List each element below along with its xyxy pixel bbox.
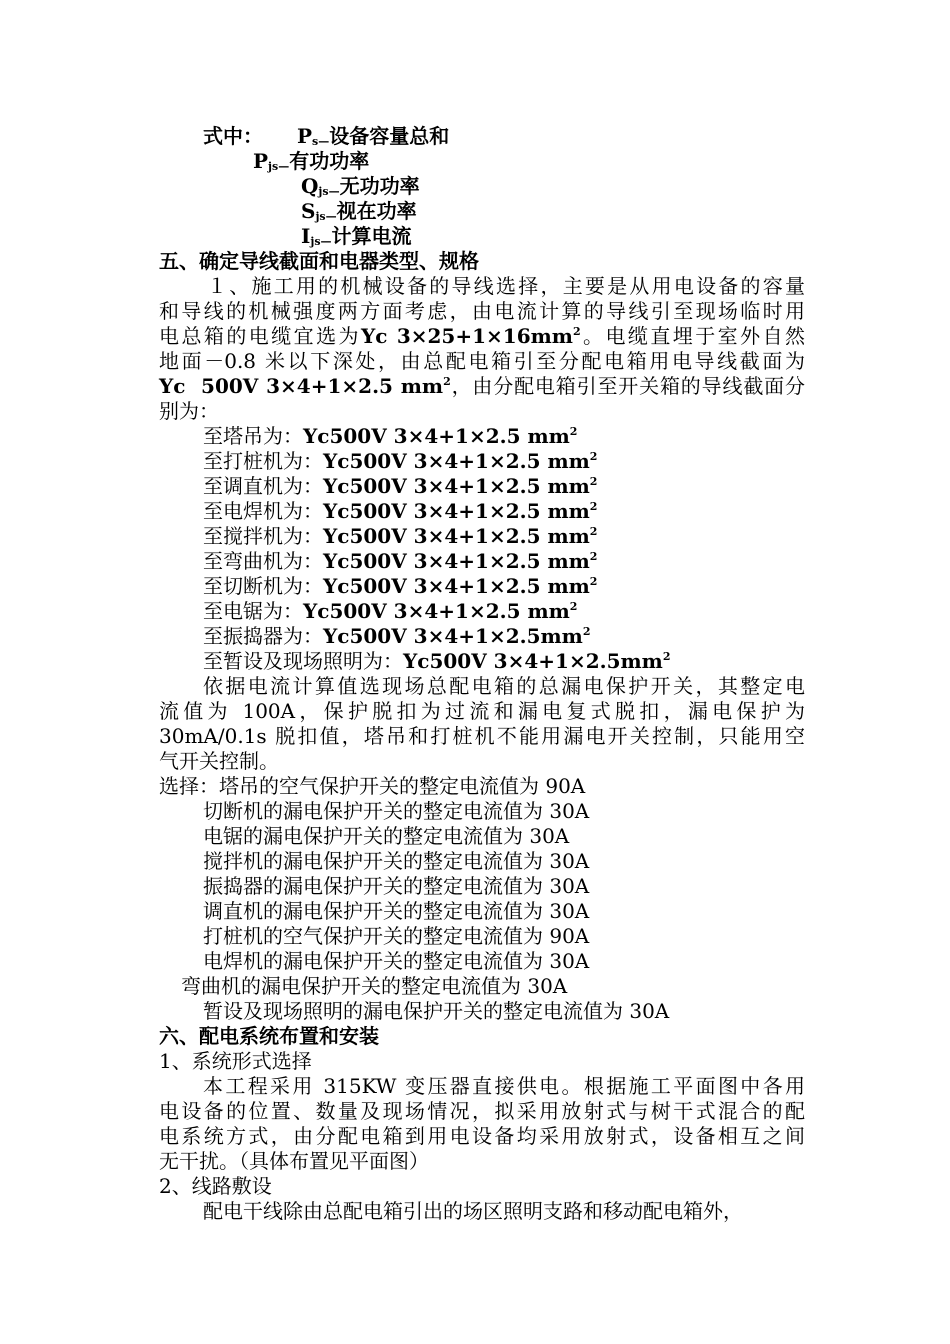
symbol-desc: 计算电流 xyxy=(331,224,412,248)
para-line: 30mA/0.1s 脱扣值，塔吊和打桩机不能用漏电开关控制，只能用空 xyxy=(159,724,805,748)
section-5-heading: 五、确定导线截面和电器类型、规格 xyxy=(159,249,479,273)
text-span: 电总箱的电缆宜选为 xyxy=(159,324,361,348)
para-line: 本工程采用 315KW 变压器直接供电。根据施工平面图中各用 xyxy=(203,1074,805,1098)
cable-label: 至塔吊为： xyxy=(203,424,303,448)
cable-label: 至调直机为： xyxy=(203,474,323,498)
superscript: 2 xyxy=(589,575,598,588)
cable-label: 至搅拌机为： xyxy=(203,524,323,548)
cable-label: 至振捣器为： xyxy=(203,624,323,648)
cable-item xyxy=(203,649,670,674)
superscript: 2 xyxy=(589,450,598,463)
symbol-desc: 无功功率 xyxy=(339,174,420,198)
para-line: 依据电流计算值选现场总配电箱的总漏电保护开关，其整定电 xyxy=(203,674,805,698)
symbol-dash: — xyxy=(325,210,337,223)
symbol-dash: — xyxy=(318,135,330,148)
subsection-heading: 1、系统形式选择 xyxy=(159,1049,312,1073)
superscript: 2 xyxy=(662,650,671,663)
selection-item: 弯曲机的漏电保护开关的整定电流值为 30A xyxy=(181,974,568,998)
cable-label: 至切断机为： xyxy=(203,574,323,598)
cable-item xyxy=(203,624,590,649)
selection-item: 切断机的漏电保护开关的整定电流值为 30A xyxy=(203,799,590,823)
para-line: 气开关控制。 xyxy=(159,749,279,773)
symbol-sub: js xyxy=(315,210,326,223)
cable-spec: Yc500V 3×4+1×2.5 mm xyxy=(323,524,590,548)
cable-item xyxy=(203,549,597,574)
symbol-desc: 设备容量总和 xyxy=(329,124,450,148)
cable-spec: Yc 500V 3×4+1×2.5 mm xyxy=(159,374,444,398)
text-span: ，由分配电箱引至开关箱的导线截面分 xyxy=(450,374,806,398)
selection-item: 调直机的漏电保护开关的整定电流值为 30A xyxy=(203,899,590,923)
para-line xyxy=(159,324,805,349)
superscript: 2 xyxy=(589,475,598,488)
formula-legend-line-3 xyxy=(301,174,420,199)
selection-lead: 选择：塔吊的空气保护开关的整定电流值为 90A xyxy=(159,774,586,798)
superscript: 2 xyxy=(582,625,591,638)
selection-item: 搅拌机的漏电保护开关的整定电流值为 30A xyxy=(203,849,590,873)
symbol-sjs: S xyxy=(301,199,316,223)
para-line: 配电干线除由总配电箱引出的场区照明支路和移动配电箱外， xyxy=(203,1199,743,1223)
symbol-qjs: Q xyxy=(301,174,319,198)
cable-item xyxy=(203,499,597,524)
para-line: 电系统方式，由分配电箱到用电设备均采用放射式，设备相互之间 xyxy=(159,1124,805,1148)
section-6-heading: 六、配电系统布置和安装 xyxy=(159,1024,379,1048)
cable-item xyxy=(203,449,597,474)
para-line: 电设备的位置、数量及现场情况，拟采用放射式与树干式混合的配 xyxy=(159,1099,805,1123)
cable-spec: Yc500V 3×4+1×2.5 mm xyxy=(323,449,590,473)
subsection-heading: 2、线路敷设 xyxy=(159,1174,272,1198)
symbol-ps: P xyxy=(297,124,313,148)
para-line: 流值为 100A，保护脱扣为过流和漏电复式脱扣，漏电保护为 xyxy=(159,699,805,723)
cable-spec: Yc 3×25+1×16mm xyxy=(360,324,573,348)
symbol-desc: 视在功率 xyxy=(336,199,417,223)
symbol-pjs: P xyxy=(253,149,269,173)
para-line: 别为： xyxy=(159,399,219,423)
cable-item xyxy=(203,424,577,449)
superscript: 2 xyxy=(569,425,578,438)
selection-item: 电锯的漏电保护开关的整定电流值为 30A xyxy=(203,824,570,848)
symbol-sub: s xyxy=(312,135,319,148)
cable-item xyxy=(203,574,597,599)
formula-legend-line-5 xyxy=(301,224,412,249)
superscript: 2 xyxy=(589,500,598,513)
formula-legend-line-1 xyxy=(203,124,449,149)
para-line: 地面－0.8 米以下深处，由总配电箱引至分配电箱用电导线截面为 xyxy=(159,349,805,373)
cable-spec: Yc500V 3×4+1×2.5 mm xyxy=(323,574,590,598)
symbol-dash: — xyxy=(278,160,290,173)
selection-item: 振捣器的漏电保护开关的整定电流值为 30A xyxy=(203,874,590,898)
formula-legend-line-2 xyxy=(253,149,369,174)
symbol-dash: — xyxy=(328,185,340,198)
cable-spec: Yc500V 3×4+1×2.5mm xyxy=(403,649,663,673)
cable-label: 至电焊机为： xyxy=(203,499,323,523)
symbol-dash: — xyxy=(320,235,332,248)
para-line: 无干扰。（具体布置见平面图） xyxy=(159,1149,429,1173)
para-line: １、施工用的机械设备的导线选择，主要是从用电设备的容量 xyxy=(207,274,805,298)
cable-label: 至弯曲机为： xyxy=(203,549,323,573)
formula-legend-line-4 xyxy=(301,199,417,224)
cable-label: 至暂设及现场照明为： xyxy=(203,649,403,673)
superscript: 2 xyxy=(569,600,578,613)
cable-label: 至打桩机为： xyxy=(203,449,323,473)
cable-item xyxy=(203,474,597,499)
symbol-sub: js xyxy=(268,160,279,173)
para-line xyxy=(159,374,805,399)
superscript: 2 xyxy=(589,525,598,538)
superscript: 2 xyxy=(443,375,451,388)
cable-spec: Yc500V 3×4+1×2.5 mm xyxy=(303,599,570,623)
cable-item xyxy=(203,599,577,624)
selection-item: 暂设及现场照明的漏电保护开关的整定电流值为 30A xyxy=(203,999,670,1023)
symbol-sub: js xyxy=(310,235,321,248)
text-span: 。电缆直埋于室外自然 xyxy=(580,324,806,348)
superscript: 2 xyxy=(572,325,581,338)
superscript: 2 xyxy=(589,550,598,563)
cable-spec: Yc500V 3×4+1×2.5 mm xyxy=(323,499,590,523)
cable-spec: Yc500V 3×4+1×2.5 mm xyxy=(303,424,570,448)
selection-item: 电焊机的漏电保护开关的整定电流值为 30A xyxy=(203,949,590,973)
symbol-sub: js xyxy=(318,185,329,198)
para-line: 和导线的机械强度两方面考虑，由电流计算的导线引至现场临时用 xyxy=(159,299,805,323)
symbol-desc: 有功功率 xyxy=(289,149,370,173)
cable-spec: Yc500V 3×4+1×2.5 mm xyxy=(323,474,590,498)
cable-label: 至电锯为： xyxy=(203,599,303,623)
cable-item xyxy=(203,524,597,549)
formula-lead: 式中： xyxy=(203,124,263,148)
cable-spec: Yc500V 3×4+1×2.5 mm xyxy=(323,549,590,573)
symbol-ijs: I xyxy=(301,224,311,248)
selection-item: 打桩机的空气保护开关的整定电流值为 90A xyxy=(203,924,590,948)
cable-spec: Yc500V 3×4+1×2.5mm xyxy=(323,624,583,648)
